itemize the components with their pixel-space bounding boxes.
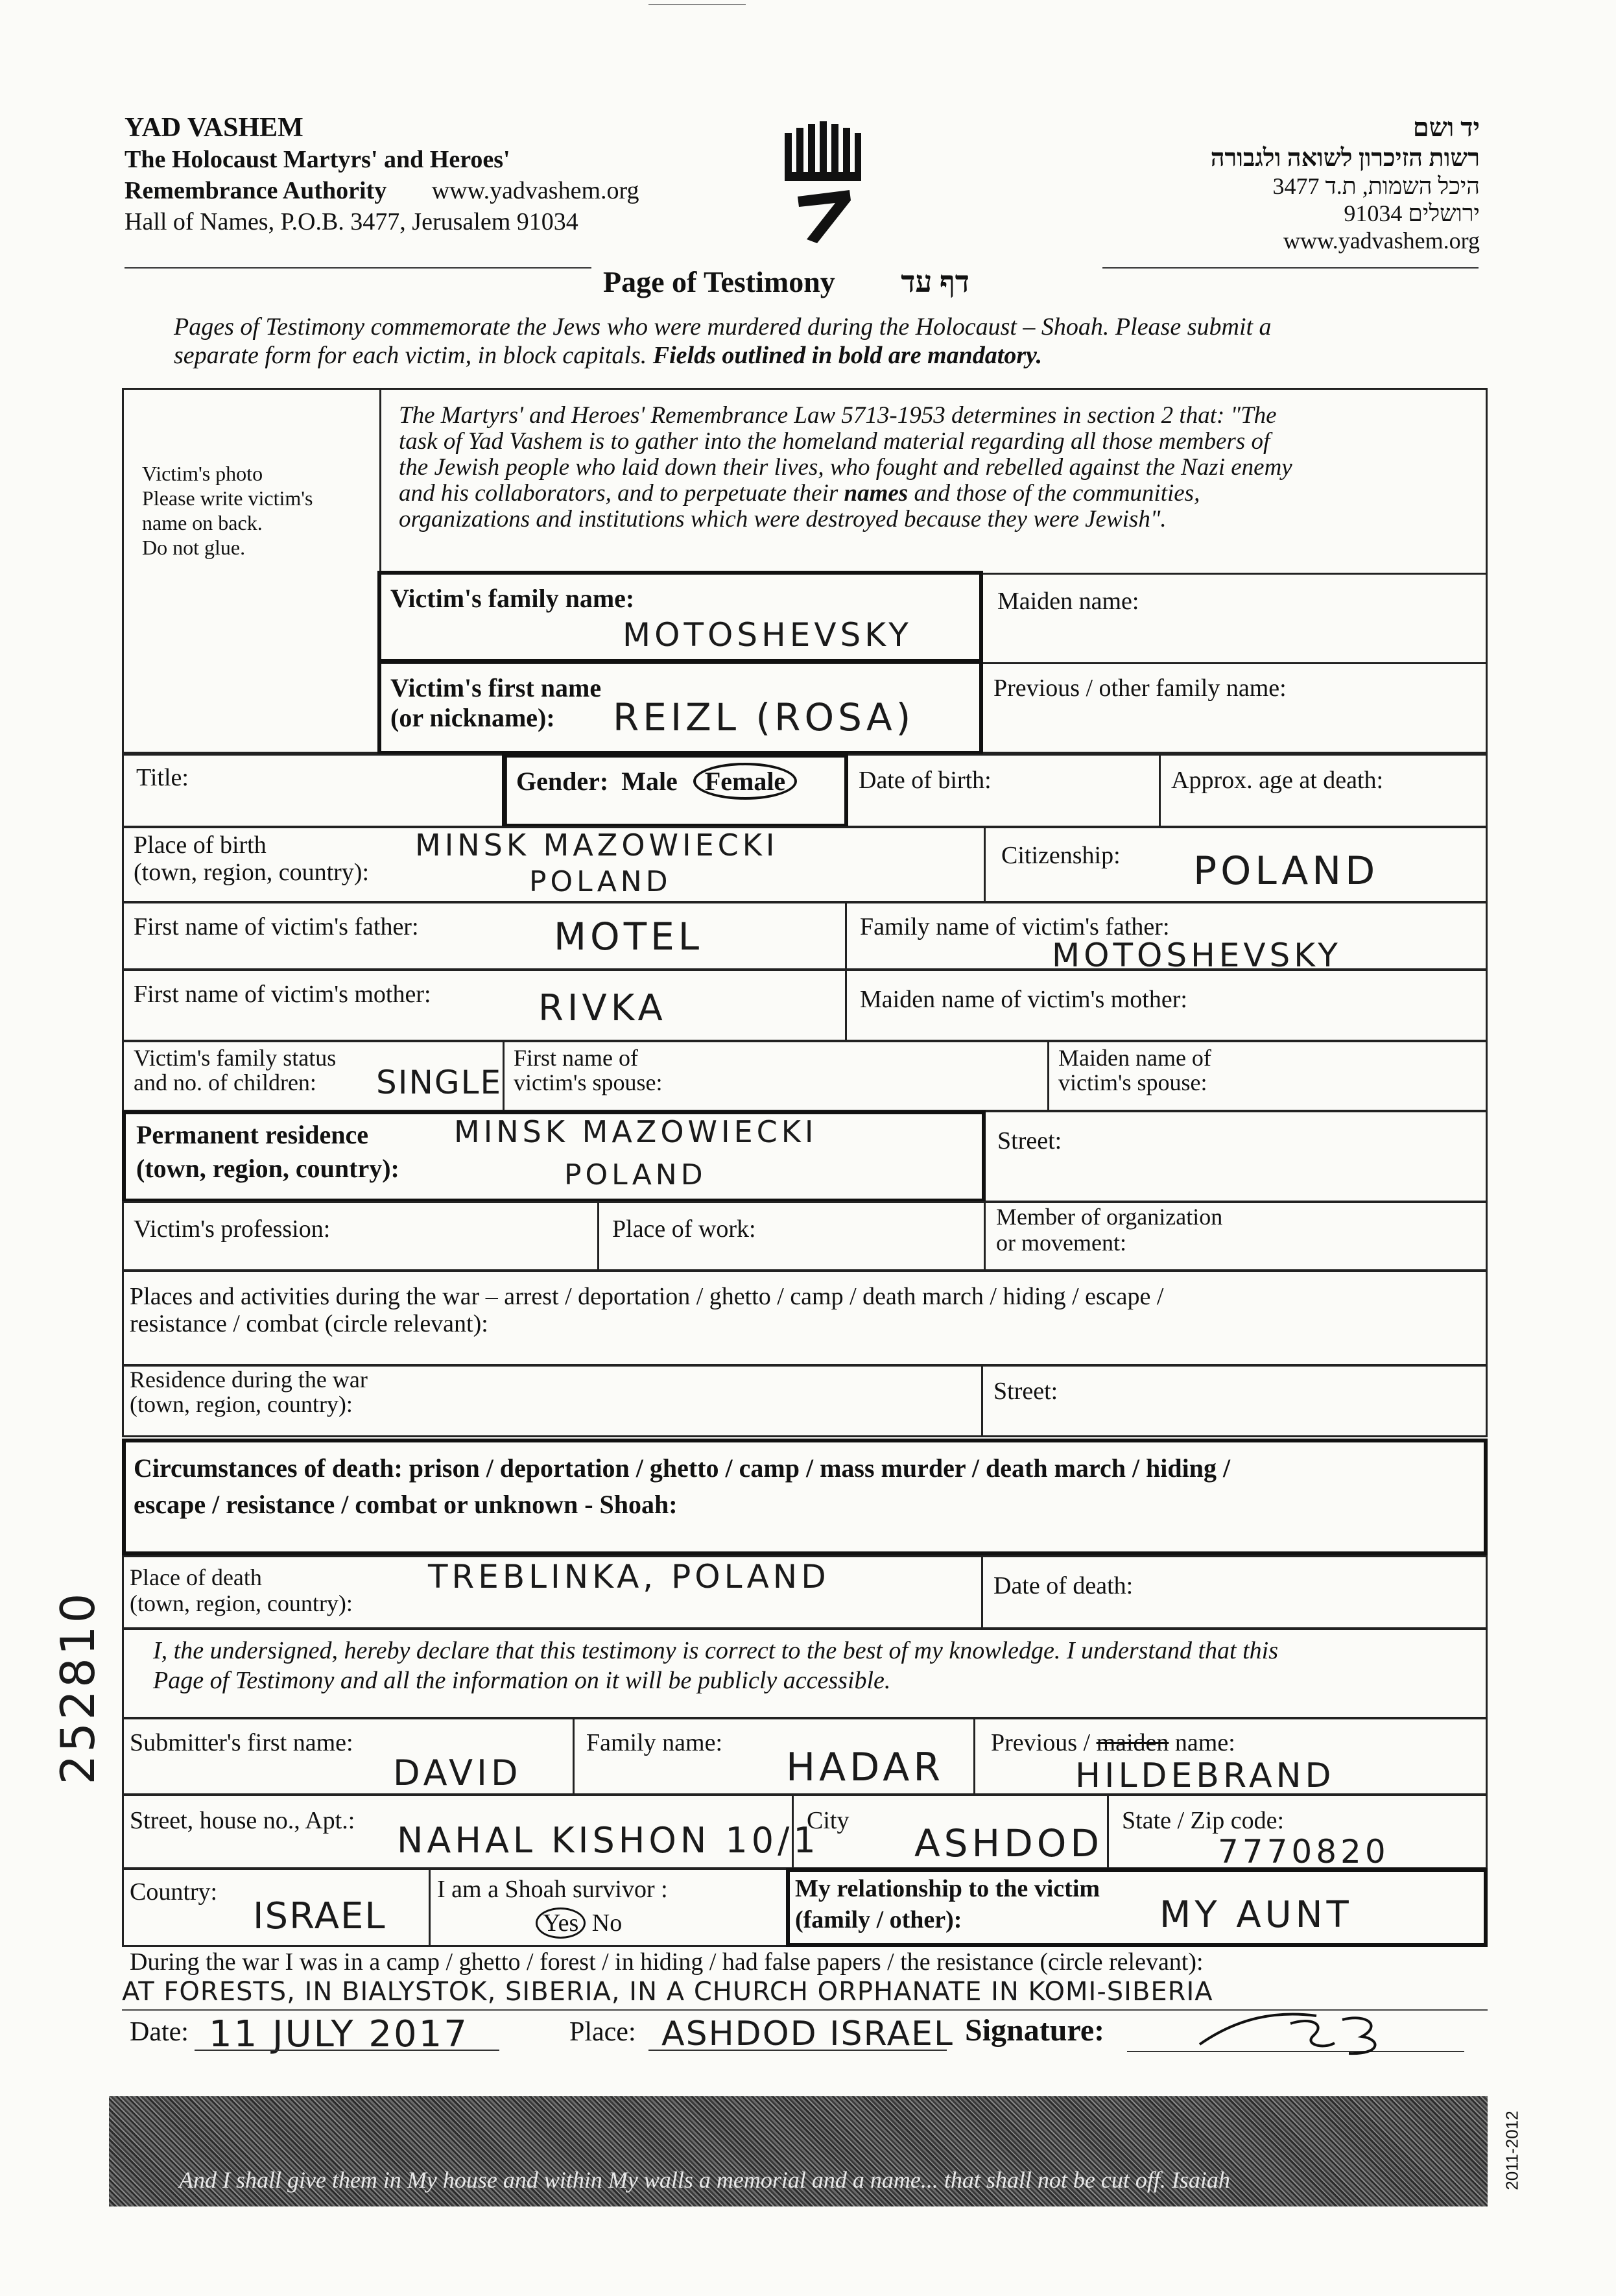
date-underline — [195, 2050, 499, 2051]
survivor-options — [536, 1909, 622, 1937]
during-war-label: During the war I was in a camp / ghetto / forest / in hiding / had false papers / the resistance (circle relevant): — [130, 1948, 1204, 1976]
org-website[interactable]: www.yadvashem.org — [431, 177, 639, 204]
submitter-family-value[interactable]: HADAR — [786, 1745, 945, 1790]
relationship-label: My relationship to the victim (family / other): — [795, 1875, 1100, 1933]
footer-band — [109, 2096, 1488, 2206]
signature-mark[interactable] — [1187, 1998, 1401, 2063]
submitter-country-label: Country: — [130, 1878, 218, 1906]
family-name-label: Victim's family name: — [390, 584, 635, 613]
father-first-value[interactable]: MOTEL — [554, 915, 704, 959]
survivor-label: I am a Shoah survivor : — [437, 1876, 668, 1903]
place-underline — [648, 2050, 947, 2051]
signature-label: Signature: — [965, 2013, 1105, 2048]
street-label: Street: — [997, 1127, 1062, 1154]
submitter-previous-label: Previous / maiden name: — [991, 1729, 1235, 1756]
first-name-value[interactable]: REIZL (ROSA) — [613, 695, 915, 739]
family-status-label: Victim's family status and no. of children: — [134, 1045, 337, 1095]
margin-number: 252810 — [51, 1590, 105, 1785]
mother-first-label: First name of victim's mother: — [134, 981, 431, 1008]
org-address: Hall of Names, P.O.B. 3477, Jerusalem 91034 — [125, 208, 578, 235]
yad-vashem-logo — [778, 120, 862, 250]
activities-label[interactable]: Places and activities during the war – arrest / deportation / ghetto / camp / death march / hiding / escape / resistance / combat (circle relevant): — [130, 1283, 1164, 1337]
maiden-name-label: Maiden name: — [997, 588, 1139, 615]
spouse-maiden-label: Maiden name of victim's spouse: — [1058, 1045, 1211, 1095]
header-rule-right — [1102, 267, 1479, 269]
citizenship-label: Citizenship: — [1001, 842, 1121, 869]
photo-box[interactable]: Victim's photo Please write victim's name on back. Do not glue. — [142, 462, 313, 559]
he-org-line-2: רשות הזיכרון לשואה ולגבורה — [1210, 145, 1480, 172]
page-title: Page of Testimony דף עד — [603, 265, 969, 298]
age-label: Approx. age at death: — [1171, 767, 1384, 794]
death-place-label: Place of death (town, region, country): — [130, 1564, 353, 1616]
death-place-value[interactable]: TREBLINKA, POLAND — [428, 1558, 830, 1596]
birthplace-value-1[interactable]: MINSK MAZOWIECKI — [415, 828, 779, 863]
declaration-text: I, the undersigned, hereby declare that this testimony is correct to the best of my knowledge. I understand that this Page of Testimony and all the information on it will be publicly accessible. — [153, 1637, 1279, 1694]
law-text: The Martyrs' and Heroes' Remembrance Law 5713-1953 determines in section 2 that: "The task of Yad Vashem is to gather into the homeland material regarding all those members of the Jewish people who laid down their lives, who fought and rebelled against the Nazi enemy and his collaborators, and to perpetuate their names and those of the communities, organizations and institutions which were destroyed because they were Jewish". — [399, 402, 1292, 532]
gender-male[interactable]: Male — [621, 767, 678, 796]
submitter-city-value[interactable]: ASHDOD — [914, 1821, 1104, 1865]
citizenship-value[interactable]: POLAND — [1193, 848, 1379, 894]
intro-text: Pages of Testimony commemorate the Jews who were murdered during the Holocaust – Shoah. Please submit a separate form for each victim, in block capitals. Fields outlined in bold are mandatory. — [174, 313, 1272, 369]
war-residence-label: Residence during the war (town, region, country): — [130, 1367, 368, 1417]
he-org-line-4: ירושלים 91034 — [1344, 200, 1480, 226]
member-label: Member of organization or movement: — [996, 1204, 1223, 1256]
previous-name-label: Previous / other family name: — [993, 675, 1287, 702]
mother-maiden-label: Maiden name of victim's mother: — [860, 986, 1187, 1013]
submitter-city-label: City — [807, 1807, 850, 1834]
death-date-label: Date of death: — [993, 1572, 1134, 1599]
date-label: Date: — [130, 2017, 189, 2047]
submitter-street-value[interactable]: NAHAL KISHON 10/1 — [397, 1820, 820, 1861]
scan-mark-top — [648, 4, 746, 5]
form-code: 2011-2012 — [1502, 2111, 1522, 2190]
gender-female[interactable]: Female — [693, 763, 797, 800]
survivor-no[interactable]: No — [591, 1909, 623, 1937]
submitter-previous-value[interactable]: HILDEBRAND — [1075, 1756, 1335, 1795]
submitter-street-label: Street, house no., Apt.: — [130, 1807, 355, 1834]
he-website[interactable]: www.yadvashem.org — [1283, 228, 1480, 254]
submitter-country-value[interactable]: ISRAEL — [253, 1895, 386, 1937]
he-org-line-3: היכל השמות, ת.ד 3477 — [1272, 173, 1480, 199]
place-label: Place: — [569, 2017, 636, 2047]
spouse-first-label: First name of victim's spouse: — [514, 1045, 663, 1095]
submitter-zip-value[interactable]: 7770820 — [1218, 1833, 1390, 1871]
first-name-label: Victim's first name (or nickname): — [390, 673, 602, 732]
org-line-3: Remembrance Authority — [125, 177, 387, 204]
survivor-yes[interactable]: Yes — [536, 1907, 586, 1939]
date-value[interactable]: 11 JULY 2017 — [209, 2013, 469, 2055]
father-family-label: Family name of victim's father: — [860, 913, 1170, 940]
header-right — [1026, 112, 1480, 254]
relationship-value[interactable]: MY AUNT — [1159, 1894, 1353, 1936]
residence-value-2[interactable]: POLAND — [564, 1158, 707, 1191]
family-status-value[interactable]: SINGLE — [376, 1064, 503, 1101]
org-name: YAD VASHEM — [125, 113, 303, 143]
gender-label: Gender: Male Female — [516, 767, 797, 796]
org-line-2: The Holocaust Martyrs' and Heroes' — [125, 146, 510, 173]
page-title-hebrew: דף עד — [901, 265, 969, 298]
circumstances-label[interactable]: Circumstances of death: prison / deportation / ghetto / camp / mass murder / death march / hiding / escape / resistance / combat or unknown - Shoah: — [134, 1453, 1231, 1519]
header-rule-left — [125, 267, 591, 269]
war-street-label: Street: — [993, 1378, 1058, 1405]
title-label: Title: — [136, 764, 189, 791]
birthplace-label: Place of birth (town, region, country): — [134, 831, 370, 886]
submitter-first-value[interactable]: DAVID — [393, 1752, 522, 1793]
profession-label: Victim's profession: — [134, 1215, 331, 1243]
footer-verse: And I shall give them in My house and within My walls a memorial and a name... that shall not be cut off. Isaiah — [179, 2167, 1230, 2193]
submitter-first-label: Submitter's first name: — [130, 1729, 353, 1756]
dob-label: Date of birth: — [859, 767, 992, 794]
submitter-family-label: Family name: — [586, 1729, 723, 1756]
father-family-value[interactable]: MOTOSHEVSKY — [1052, 937, 1342, 974]
family-name-value[interactable]: MOTOSHEVSKY — [623, 616, 912, 654]
place-value[interactable]: ASHDOD ISRAEL — [661, 2015, 954, 2053]
workplace-label: Place of work: — [612, 1215, 756, 1243]
during-war-value[interactable]: AT FORESTS, IN BIALYSTOK, SIBERIA, IN A CHURCH ORPHANATE IN KOMI-SIBERIA — [122, 1977, 1213, 2007]
submitter-zip-label: State / Zip code: — [1122, 1807, 1285, 1834]
residence-value-1[interactable]: MINSK MAZOWIECKI — [454, 1114, 818, 1149]
mother-first-value[interactable]: RIVKA — [538, 987, 667, 1029]
birthplace-value-2[interactable]: POLAND — [529, 865, 672, 898]
he-org-name: יד ושם — [1412, 113, 1480, 142]
father-first-label: First name of victim's father: — [134, 913, 419, 940]
residence-label: Permanent residence (town, region, country): — [136, 1120, 399, 1183]
header-left — [125, 112, 741, 237]
